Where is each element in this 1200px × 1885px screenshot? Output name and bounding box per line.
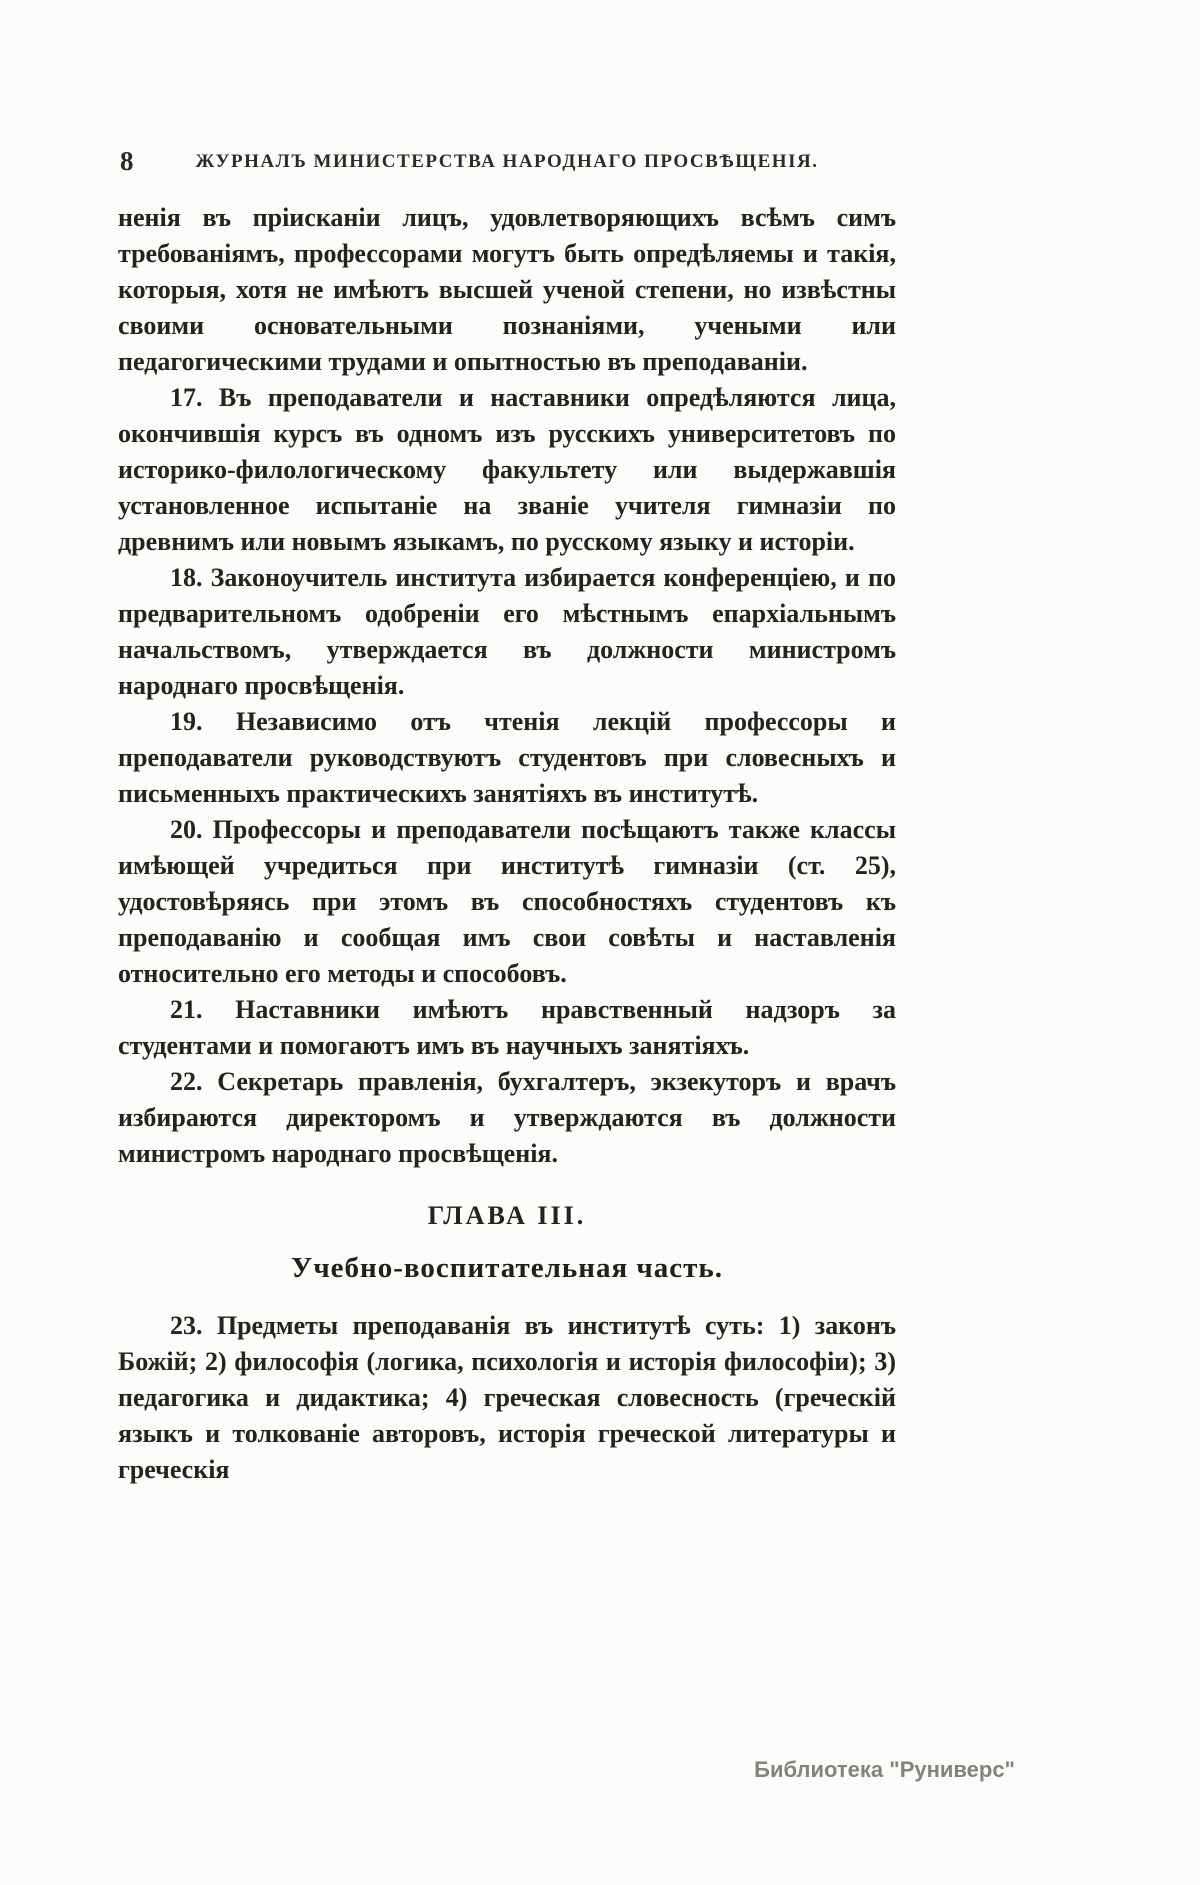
page-number: 8 xyxy=(120,146,134,176)
paragraph: ненія въ пріисканіи лицъ, удовлетворяющихъ всѣмъ симъ требованіямъ, профессорами могутъ быть опредѣляемы и такія, которыя, хотя не имѣютъ высшей ученой степени, но извѣстны своими основательными познаніями, учеными или педагогическими трудами и опытностью въ преподаваніи. xyxy=(118,203,896,376)
paragraphs-after-chapter xyxy=(118,1308,896,1488)
library-watermark: Библиотека "Руниверс" xyxy=(754,1757,1015,1782)
paragraph: 18. Законоучитель института избирается конференціею, и по предварительномъ одобреніи его мѣстнымъ епархіальнымъ начальствомъ, утверждается въ должности министромъ народнаго просвѣщенія. xyxy=(118,563,896,700)
page-body xyxy=(118,200,896,1488)
paragraph: 17. Въ преподаватели и наставники опредѣляются лица, окончившія курсъ въ одномъ изъ русскихъ университетовъ по историко-филологическому факультету или выдержавшія установленное испытаніе на званіе учителя гимназіи по древнимъ или новымъ языкамъ, по русскому языку и исторіи. xyxy=(118,383,896,556)
paragraph: 22. Секретарь правленія, бухгалтеръ, экзекуторъ и врачъ избираются директоромъ и утверждаются въ должности министромъ народнаго просвѣщенія. xyxy=(118,1067,896,1168)
running-head xyxy=(118,146,896,176)
paragraph: 21. Наставники имѣютъ нравственный надзоръ за студентами и помогаютъ имъ въ научныхъ занятіяхъ. xyxy=(118,995,896,1060)
paragraph: 19. Независимо отъ чтенія лекцій профессоры и преподаватели руководствуютъ студентовъ при словесныхъ и письменныхъ практическихъ занятіяхъ въ институтѣ. xyxy=(118,707,896,808)
paragraphs-before-chapter xyxy=(118,200,896,1172)
journal-title: ЖУРНАЛЪ МИНИСТЕРСТВА НАРОДНАГО ПРОСВѢЩЕНІЯ. xyxy=(195,151,819,172)
section-title: Учебно-воспитательная часть. xyxy=(291,1252,723,1284)
paragraph: 23. Предметы преподаванія въ институтѣ суть: 1) законъ Божій; 2) философія (логика, психологія и исторія философіи); 3) педагогика и дидактика; 4) греческая словесность (греческій языкъ и толкованіе авторовъ, исторія греческой литературы и греческія xyxy=(118,1311,896,1484)
chapter-heading: ГЛАВА III. xyxy=(427,1201,587,1230)
paragraph: 20. Профессоры и преподаватели посѣщаютъ также классы имѣющей учредиться при институтѣ гимназіи (ст. 25), удостовѣряясь при этомъ въ способностяхъ студентовъ къ преподаванію и сообщая имъ свои совѣты и наставленія относительно его методы и способовъ. xyxy=(118,815,896,988)
